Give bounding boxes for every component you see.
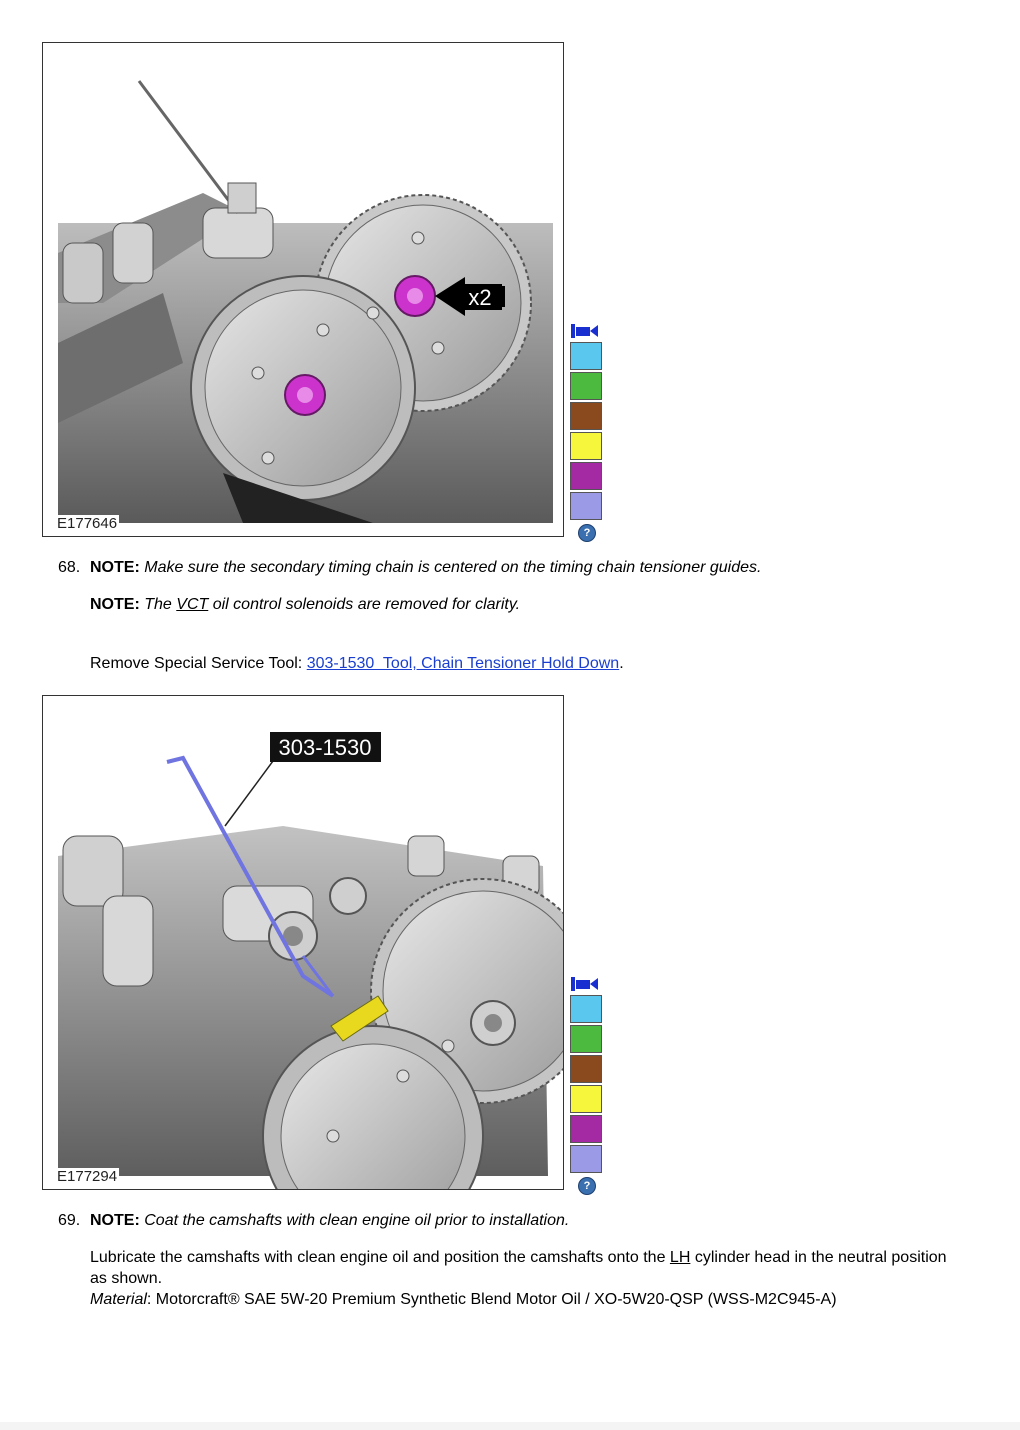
figure-e177646 bbox=[42, 42, 564, 537]
note-label: NOTE: bbox=[90, 1212, 140, 1229]
instruction-text-post: cylinder head in the neutral position as shown. bbox=[90, 1249, 947, 1287]
legend-swatch-cyan[interactable] bbox=[570, 995, 602, 1023]
page-footer-bar bbox=[0, 1422, 1020, 1430]
callout-303-1530: 303-1530 bbox=[278, 735, 372, 760]
instruction-end: . bbox=[619, 655, 624, 672]
engine-illustration-tensioner-tool bbox=[43, 696, 563, 1189]
legend-swatch-yellow[interactable] bbox=[570, 432, 602, 460]
legend-swatch-purple[interactable] bbox=[570, 462, 602, 490]
legend-swatch-brown[interactable] bbox=[570, 402, 602, 430]
legend-swatch-brown[interactable] bbox=[570, 1055, 602, 1083]
instruction-text-pre: Lubricate the camshafts with clean engine oil and position the camshafts onto the bbox=[90, 1249, 666, 1266]
abbreviation-lh[interactable]: LH bbox=[669, 1249, 691, 1266]
legend-figure-2 bbox=[569, 975, 605, 1195]
step-number: 68. bbox=[58, 559, 81, 576]
note-2 bbox=[90, 594, 958, 615]
material-label: Material bbox=[90, 1291, 147, 1308]
figure-id: E177294 bbox=[57, 1168, 118, 1185]
note-text: Coat the camshafts with clean engine oil prior to installation. bbox=[144, 1212, 570, 1229]
legend-swatch-lavender[interactable] bbox=[570, 1145, 602, 1173]
legend-swatch-lavender[interactable] bbox=[570, 492, 602, 520]
note-text-pre: The bbox=[144, 596, 172, 613]
abbreviation-vct[interactable]: VCT bbox=[176, 596, 209, 613]
legend-swatch-cyan[interactable] bbox=[570, 342, 602, 370]
tool-link-303-1530[interactable]: 303-1530 Tool, Chain Tensioner Hold Down bbox=[306, 655, 620, 672]
step-68 bbox=[58, 557, 958, 674]
note-label: NOTE: bbox=[90, 596, 140, 613]
material-text: : Motorcraft® SAE 5W-20 Premium Synthetic Blend Motor Oil / XO-5W20-QSP (WSS-M2C945-A) bbox=[146, 1291, 837, 1308]
legend-swatch-yellow[interactable] bbox=[570, 1085, 602, 1113]
video-camera-icon[interactable] bbox=[571, 322, 599, 340]
note-text-post: oil control solenoids are removed for clarity. bbox=[212, 596, 521, 613]
note bbox=[90, 1210, 958, 1231]
step-number: 69. bbox=[58, 1212, 81, 1229]
note-label: NOTE: bbox=[90, 559, 140, 576]
help-icon[interactable]: ? bbox=[578, 524, 596, 542]
note-1 bbox=[90, 557, 958, 578]
note-text: Make sure the secondary timing chain is centered on the timing chain tensioner guides. bbox=[144, 559, 762, 576]
instruction bbox=[90, 1247, 958, 1289]
help-icon[interactable]: ? bbox=[578, 1177, 596, 1195]
legend-figure-1 bbox=[569, 322, 605, 542]
instruction-text: Remove Special Service Tool: bbox=[90, 655, 303, 672]
figure-e177294 bbox=[42, 695, 564, 1190]
legend-swatch-green[interactable] bbox=[570, 1025, 602, 1053]
legend-swatch-purple[interactable] bbox=[570, 1115, 602, 1143]
figure-id: E177646 bbox=[57, 515, 118, 532]
material bbox=[90, 1289, 958, 1310]
instruction bbox=[90, 653, 958, 674]
callout-x2: x2 bbox=[468, 285, 492, 310]
step-69 bbox=[58, 1210, 958, 1310]
legend-swatch-green[interactable] bbox=[570, 372, 602, 400]
engine-illustration-vct bbox=[43, 43, 563, 536]
video-camera-icon[interactable] bbox=[571, 975, 599, 993]
